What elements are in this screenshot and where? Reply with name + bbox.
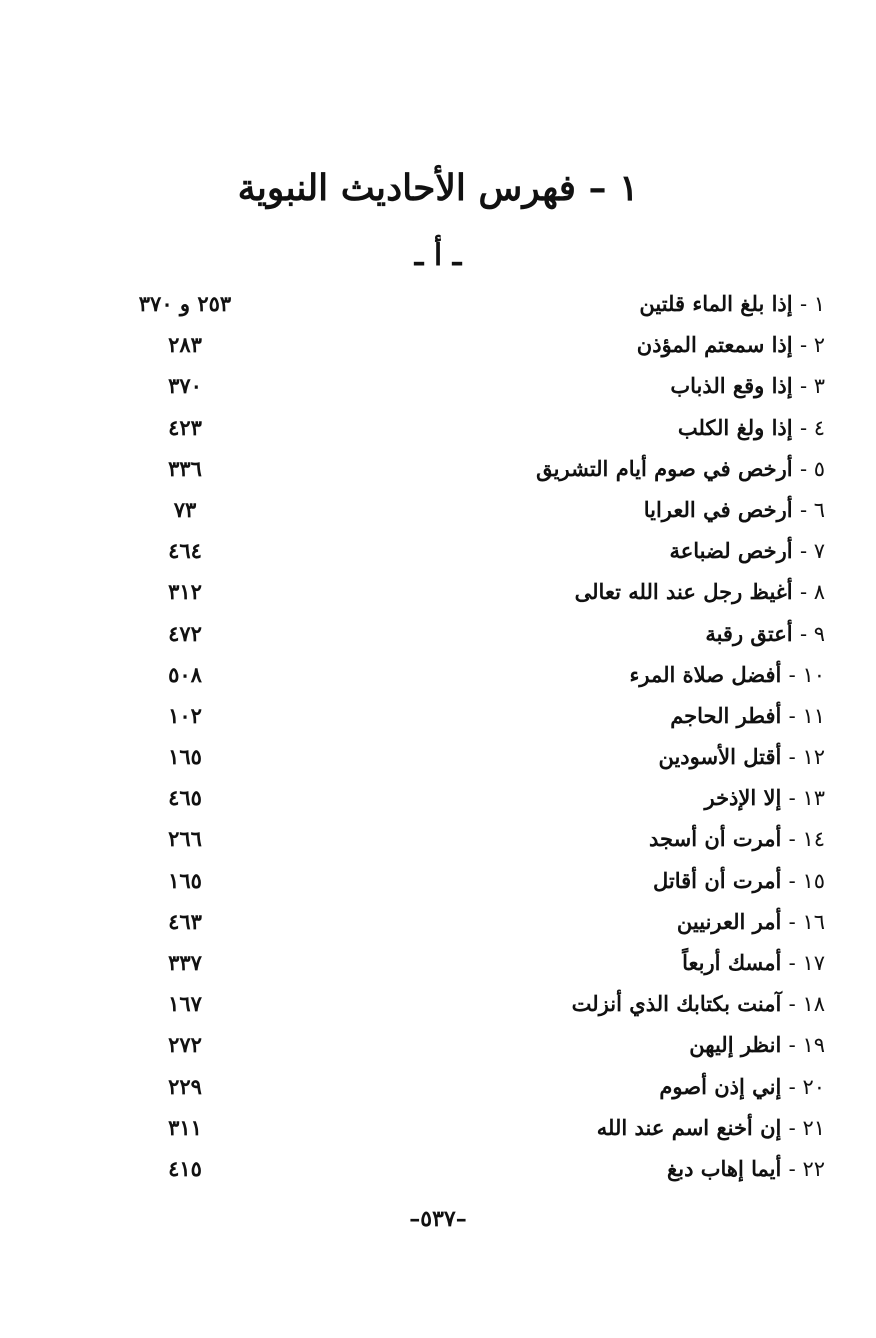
entry-label <box>704 783 825 813</box>
entry-label <box>536 454 825 484</box>
entry-page-number: ٥٠٨ <box>168 661 202 687</box>
entry-hadith-text: أقتل الأسودين <box>658 744 782 770</box>
index-entry <box>120 860 825 901</box>
index-entry <box>120 818 825 859</box>
index-entry <box>120 1148 825 1189</box>
entry-number: ١٧ - <box>788 951 825 975</box>
index-entry <box>120 530 825 571</box>
entry-hadith-text: أمرت أن أسجد <box>649 826 782 852</box>
entry-page-number: ٣١١ <box>168 1114 202 1140</box>
page-number-footer: –٥٣٧– <box>409 1206 467 1232</box>
entry-hadith-text: أمر العرنيين <box>676 908 782 934</box>
entry-number: ٢٢ - <box>788 1156 825 1181</box>
index-entry <box>120 901 825 942</box>
entry-number: ٧ - <box>799 539 825 564</box>
entry-hadith-text: إذا وقع الذباب <box>670 373 793 399</box>
entry-page-number: ٢٥٣ و ٣٧٠ <box>138 291 232 316</box>
entry-hadith-text: أمرت أن أقاتل <box>653 867 782 893</box>
index-entry <box>120 324 825 365</box>
entry-hadith-text: أيما إهاب دبغ <box>667 1155 782 1181</box>
entry-number: ٨ - <box>799 580 825 605</box>
entry-page-number: ٧٣ <box>173 496 197 522</box>
entry-number: ٢٠ - <box>788 1074 825 1099</box>
entry-page-number: ٤١٥ <box>168 1155 202 1181</box>
entry-label <box>677 907 825 937</box>
entry-label <box>659 1072 825 1102</box>
entry-label <box>678 413 825 443</box>
entry-number: ١٨ - <box>788 992 825 1017</box>
index-entry <box>120 736 825 777</box>
hadith-index-list <box>120 283 825 1189</box>
entry-page-number: ١٦٥ <box>168 867 202 893</box>
entry-hadith-text: إلا الإذخر <box>704 785 782 811</box>
index-entry <box>120 489 825 530</box>
entry-number: ١٩ - <box>788 1033 825 1058</box>
entry-number: ٩ - <box>799 621 825 646</box>
entry-hadith-text: إذا بلغ الماء قلتين <box>639 291 793 316</box>
entry-number: ٥ - <box>799 456 825 481</box>
entry-hadith-text: أفطر الحاجم <box>670 702 782 728</box>
entry-number: ٢ - <box>799 333 825 358</box>
entry-label <box>653 866 825 896</box>
entry-page-number: ٤٦٤ <box>168 538 202 564</box>
index-entry <box>120 1107 825 1148</box>
entry-number: ١٢ - <box>788 745 825 770</box>
entry-number: ١٣ - <box>788 786 825 811</box>
entry-number: ٣ - <box>799 374 825 399</box>
entry-hadith-text: أفضل صلاة المرء <box>629 661 782 687</box>
entry-label <box>682 948 825 978</box>
entry-label <box>572 989 825 1019</box>
entry-page-number: ٤٦٣ <box>168 908 202 934</box>
entry-number: ١٦ - <box>788 909 825 934</box>
entry-page-number: ٣٣٦ <box>168 455 202 481</box>
index-entry <box>120 448 825 489</box>
entry-page-number: ١٦٥ <box>168 744 202 770</box>
entry-hadith-text: أرخص في صوم أيام التشريق <box>536 455 793 481</box>
entry-hadith-text: أمسك أربعاً <box>682 950 782 975</box>
entry-label <box>644 495 825 525</box>
section-letter-heading: ـ أ ـ <box>414 238 462 273</box>
entry-label <box>705 619 825 649</box>
entry-page-number: ٤٢٣ <box>168 414 202 440</box>
entry-hadith-text: إذا سمعتم المؤذن <box>636 332 793 358</box>
entry-label <box>575 577 825 607</box>
entry-page-number: ٢٨٣ <box>168 332 202 358</box>
entry-hadith-text: آمنت بكتابك الذي أنزلت <box>571 991 782 1017</box>
index-entry <box>120 942 825 983</box>
entry-number: ١٥ - <box>788 868 825 893</box>
entry-label <box>667 1154 825 1184</box>
index-entry <box>120 283 825 324</box>
entry-hadith-text: إني إذن أصوم <box>659 1073 782 1099</box>
entry-label <box>669 536 825 566</box>
entry-label <box>689 1030 825 1060</box>
entry-number: ٤ - <box>799 415 825 440</box>
entry-label <box>658 742 825 772</box>
entry-number: ١ - <box>799 292 825 316</box>
index-entry <box>120 1024 825 1065</box>
entry-page-number: ٣٧٠ <box>168 373 202 399</box>
entry-page-number: ٢٧٢ <box>168 1032 202 1058</box>
entry-number: ٢١ - <box>788 1115 825 1140</box>
entry-label <box>630 660 825 690</box>
entry-page-number: ١٦٧ <box>168 991 202 1017</box>
index-entry <box>120 777 825 818</box>
entry-hadith-text: أرخص لضباعة <box>669 538 793 564</box>
entry-hadith-text: إن أخنع اسم عند الله <box>596 1114 782 1140</box>
entry-number: ١٤ - <box>788 827 825 852</box>
entry-label <box>639 289 825 319</box>
entry-label <box>597 1113 825 1143</box>
index-entry <box>120 571 825 612</box>
entry-page-number: ٤٧٢ <box>168 620 202 646</box>
index-entry <box>120 695 825 736</box>
entry-label <box>637 330 825 360</box>
entry-hadith-text: أعتق رقبة <box>705 620 793 646</box>
entry-number: ١٠ - <box>788 662 825 687</box>
index-entry <box>120 407 825 448</box>
index-entry <box>120 983 825 1024</box>
entry-page-number: ٣٣٧ <box>168 950 202 975</box>
entry-page-number: ٣١٢ <box>168 579 202 605</box>
entry-page-number: ٢٢٩ <box>168 1073 202 1099</box>
entry-label <box>670 701 825 731</box>
entry-label <box>649 824 825 854</box>
index-entry <box>120 654 825 695</box>
entry-page-number: ١٠٢ <box>168 702 202 728</box>
entry-number: ١١ - <box>788 703 825 728</box>
entry-hadith-text: انظر إليهن <box>689 1032 782 1058</box>
index-entry <box>120 365 825 406</box>
entry-page-number: ٢٦٦ <box>168 826 202 852</box>
entry-hadith-text: أرخص في العرايا <box>643 496 793 522</box>
entry-label <box>670 371 825 401</box>
entry-hadith-text: إذا ولغ الكلب <box>677 414 793 440</box>
entry-number: ٦ - <box>799 497 825 522</box>
entry-page-number: ٤٦٥ <box>168 785 202 811</box>
index-entry <box>120 613 825 654</box>
page-title: ١ – فهرس الأحاديث النبوية <box>237 167 639 209</box>
entry-hadith-text: أغيظ رجل عند الله تعالى <box>574 579 793 605</box>
index-entry <box>120 1066 825 1107</box>
